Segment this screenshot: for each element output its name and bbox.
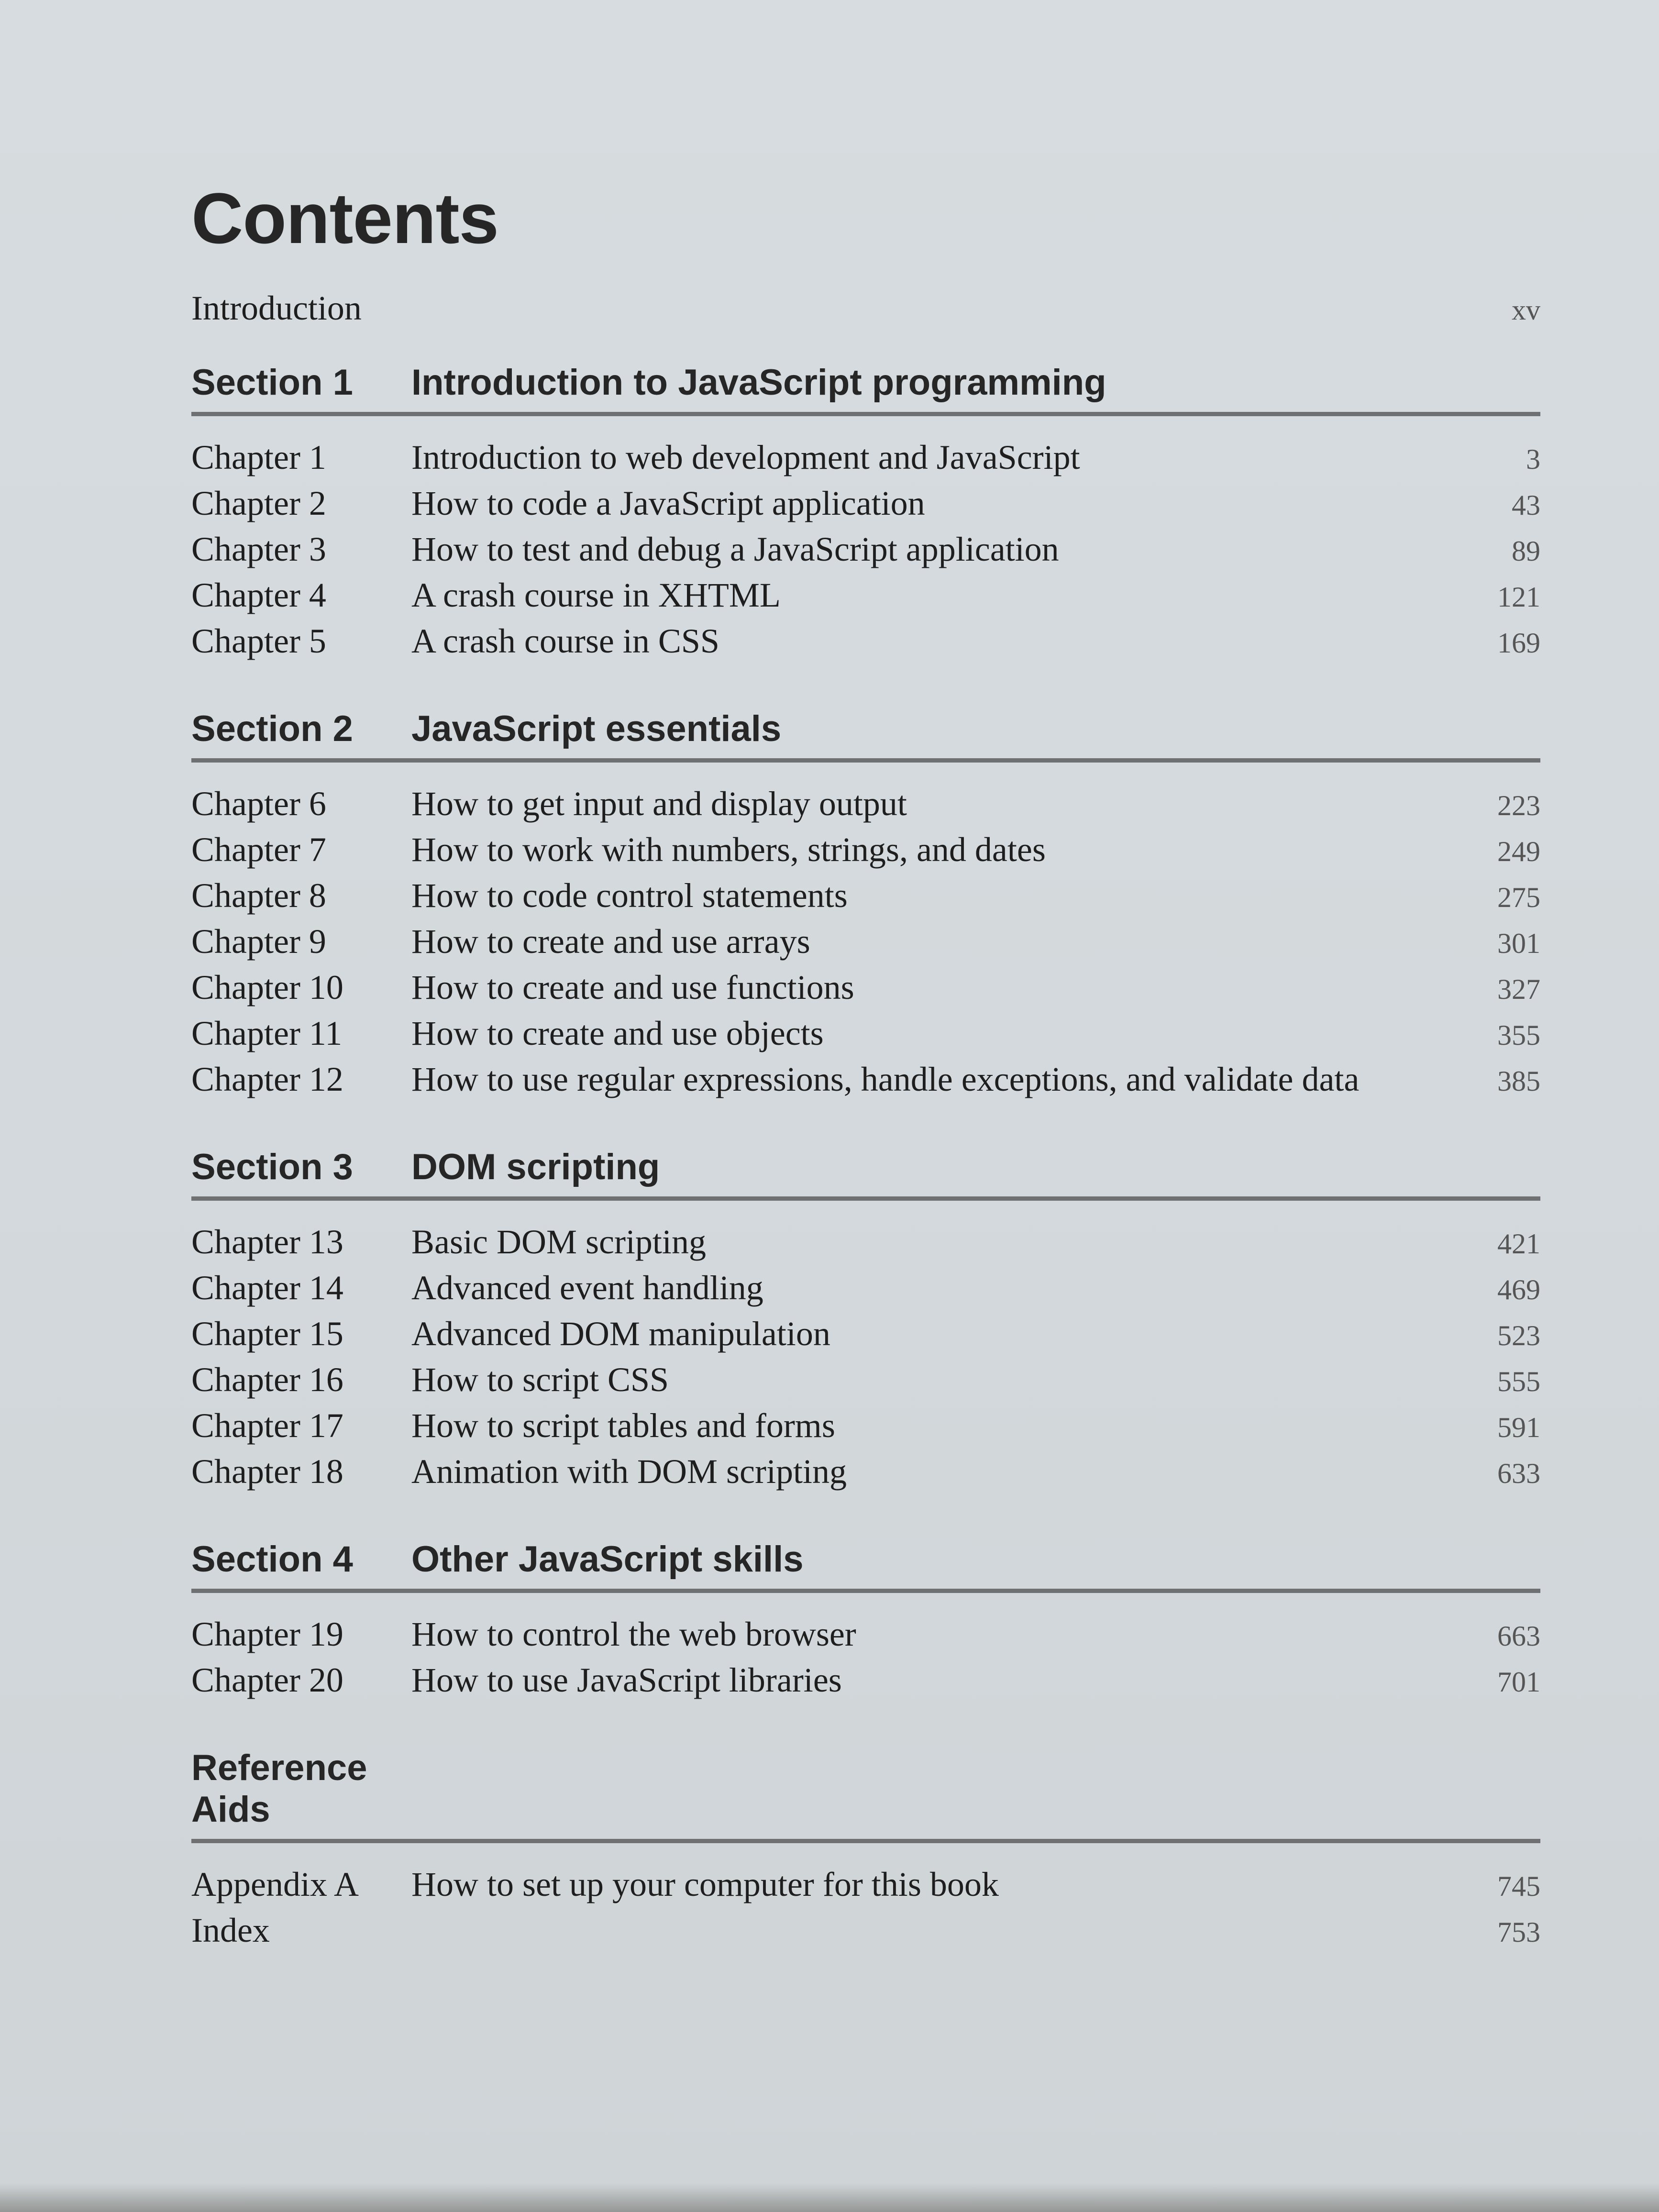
- section-label: Section 1: [191, 362, 353, 403]
- chapter-number: Index: [191, 1911, 270, 1949]
- page-number: 469: [1497, 1274, 1540, 1305]
- toc-entry: [191, 1266, 1540, 1312]
- toc-section: [191, 1538, 1540, 1704]
- toc-entry: [191, 573, 1540, 619]
- chapter-title: How to use regular expressions, handle exceptions, and validate data: [411, 1060, 1360, 1098]
- chapter-number: Chapter 8: [191, 876, 326, 915]
- chapter-number: Chapter 11: [191, 1014, 343, 1052]
- chapter-number: Chapter 18: [191, 1452, 343, 1491]
- toc-entry: [191, 1862, 1540, 1908]
- section-heading: [191, 1747, 1540, 1843]
- chapter-number: Chapter 12: [191, 1060, 343, 1098]
- toc-section: [191, 1747, 1540, 1954]
- toc-entry: [191, 828, 1540, 874]
- chapter-title: Introduction to web development and JavaScript: [411, 438, 1080, 476]
- toc-sections: [191, 362, 1540, 1954]
- section-title: Introduction to JavaScript programming: [411, 362, 1106, 403]
- chapter-title: How to control the web browser: [411, 1615, 856, 1653]
- contents-page: [191, 177, 1540, 1997]
- chapter-number: Chapter 7: [191, 830, 326, 869]
- chapter-number: Chapter 10: [191, 968, 343, 1006]
- toc-entry: [191, 1449, 1540, 1495]
- chapter-title: Basic DOM scripting: [411, 1223, 706, 1261]
- section-label: Reference Aids: [191, 1747, 367, 1830]
- page-number: 591: [1497, 1412, 1540, 1443]
- page-edge-shadow: [0, 2183, 1659, 2212]
- chapter-number: Chapter 15: [191, 1315, 343, 1353]
- section-title: Other JavaScript skills: [411, 1539, 804, 1580]
- toc-section: [191, 1146, 1540, 1495]
- chapter-number: Chapter 16: [191, 1360, 343, 1399]
- chapter-number: Appendix A: [191, 1865, 359, 1903]
- section-heading: [191, 1538, 1540, 1593]
- chapter-title: A crash course in XHTML: [411, 576, 781, 614]
- intro-label: Introduction: [191, 289, 362, 327]
- toc-entry: [191, 1312, 1540, 1358]
- chapter-number: Chapter 19: [191, 1615, 343, 1653]
- section-label: Section 3: [191, 1147, 353, 1187]
- toc-entry: [191, 874, 1540, 919]
- toc-entry: [191, 1658, 1540, 1704]
- toc-entry: [191, 1057, 1540, 1103]
- page-number: 249: [1497, 836, 1540, 867]
- section-title: DOM scripting: [411, 1147, 660, 1187]
- chapter-title: How to set up your computer for this book: [411, 1865, 999, 1903]
- page-number: 633: [1497, 1458, 1540, 1489]
- toc-entry: [191, 919, 1540, 965]
- page-number: 745: [1497, 1870, 1540, 1902]
- page-number: 523: [1497, 1320, 1540, 1351]
- toc-entry: [191, 527, 1540, 573]
- chapter-title: How to create and use arrays: [411, 922, 810, 961]
- chapter-number: Chapter 5: [191, 622, 326, 660]
- chapter-number: Chapter 17: [191, 1406, 343, 1445]
- page-number: 43: [1512, 489, 1540, 521]
- page-number: 327: [1497, 973, 1540, 1005]
- toc-entry: [191, 1358, 1540, 1404]
- page-number: 275: [1497, 882, 1540, 913]
- section-label: Section 2: [191, 708, 353, 749]
- page-title: Contents: [191, 178, 498, 258]
- chapter-number: Chapter 14: [191, 1269, 343, 1307]
- section-heading: [191, 362, 1540, 416]
- section-heading: [191, 708, 1540, 763]
- toc-entry: [191, 1612, 1540, 1658]
- chapter-title: Advanced event handling: [411, 1269, 763, 1307]
- toc-entry: [191, 481, 1540, 527]
- chapter-title: How to code a JavaScript application: [411, 484, 925, 522]
- section-title: JavaScript essentials: [411, 708, 782, 749]
- toc-entry: [191, 435, 1540, 481]
- page-number: 3: [1526, 443, 1540, 475]
- page-number: 385: [1497, 1065, 1540, 1097]
- section-label: Section 4: [191, 1539, 353, 1580]
- toc-section: [191, 362, 1540, 665]
- page-number: 169: [1497, 627, 1540, 659]
- chapter-number: Chapter 3: [191, 530, 326, 568]
- toc-entry: [191, 1404, 1540, 1449]
- chapter-number: Chapter 9: [191, 922, 326, 961]
- chapter-title: How to test and debug a JavaScript application: [411, 530, 1059, 568]
- toc-entry: [191, 1908, 1540, 1954]
- page-number: 753: [1497, 1916, 1540, 1948]
- toc-entry: [191, 1011, 1540, 1057]
- chapter-title: Animation with DOM scripting: [411, 1452, 847, 1491]
- chapter-title: How to create and use objects: [411, 1014, 824, 1052]
- chapter-title: How to script CSS: [411, 1360, 669, 1399]
- page-number: 663: [1497, 1620, 1540, 1652]
- page-number: 121: [1497, 581, 1540, 613]
- page-number: 421: [1497, 1228, 1540, 1260]
- toc-section: [191, 708, 1540, 1103]
- chapter-title: How to use JavaScript libraries: [411, 1661, 842, 1699]
- toc-intro-row: [191, 288, 1540, 328]
- page-number: 555: [1497, 1366, 1540, 1397]
- intro-page-number: xv: [1512, 294, 1540, 326]
- page-number: 701: [1497, 1666, 1540, 1698]
- page-number: 301: [1497, 928, 1540, 959]
- chapter-number: Chapter 2: [191, 484, 326, 522]
- chapter-title: How to code control statements: [411, 876, 848, 915]
- chapter-title: How to get input and display output: [411, 785, 907, 823]
- toc-entry: [191, 619, 1540, 665]
- chapter-title: How to work with numbers, strings, and dates: [411, 830, 1046, 869]
- chapter-title: How to script tables and forms: [411, 1406, 835, 1445]
- chapter-title: A crash course in CSS: [411, 622, 719, 660]
- chapter-title: How to create and use functions: [411, 968, 854, 1006]
- page-number: 223: [1497, 790, 1540, 821]
- chapter-number: Chapter 6: [191, 785, 326, 823]
- chapter-number: Chapter 20: [191, 1661, 343, 1699]
- toc-entry: [191, 965, 1540, 1011]
- toc-entry: [191, 782, 1540, 828]
- chapter-number: Chapter 1: [191, 438, 326, 476]
- page-number: 355: [1497, 1019, 1540, 1051]
- chapter-title: Advanced DOM manipulation: [411, 1315, 830, 1353]
- chapter-number: Chapter 13: [191, 1223, 343, 1261]
- chapter-number: Chapter 4: [191, 576, 326, 614]
- toc-entry: [191, 1220, 1540, 1266]
- page-number: 89: [1512, 535, 1540, 567]
- section-heading: [191, 1146, 1540, 1201]
